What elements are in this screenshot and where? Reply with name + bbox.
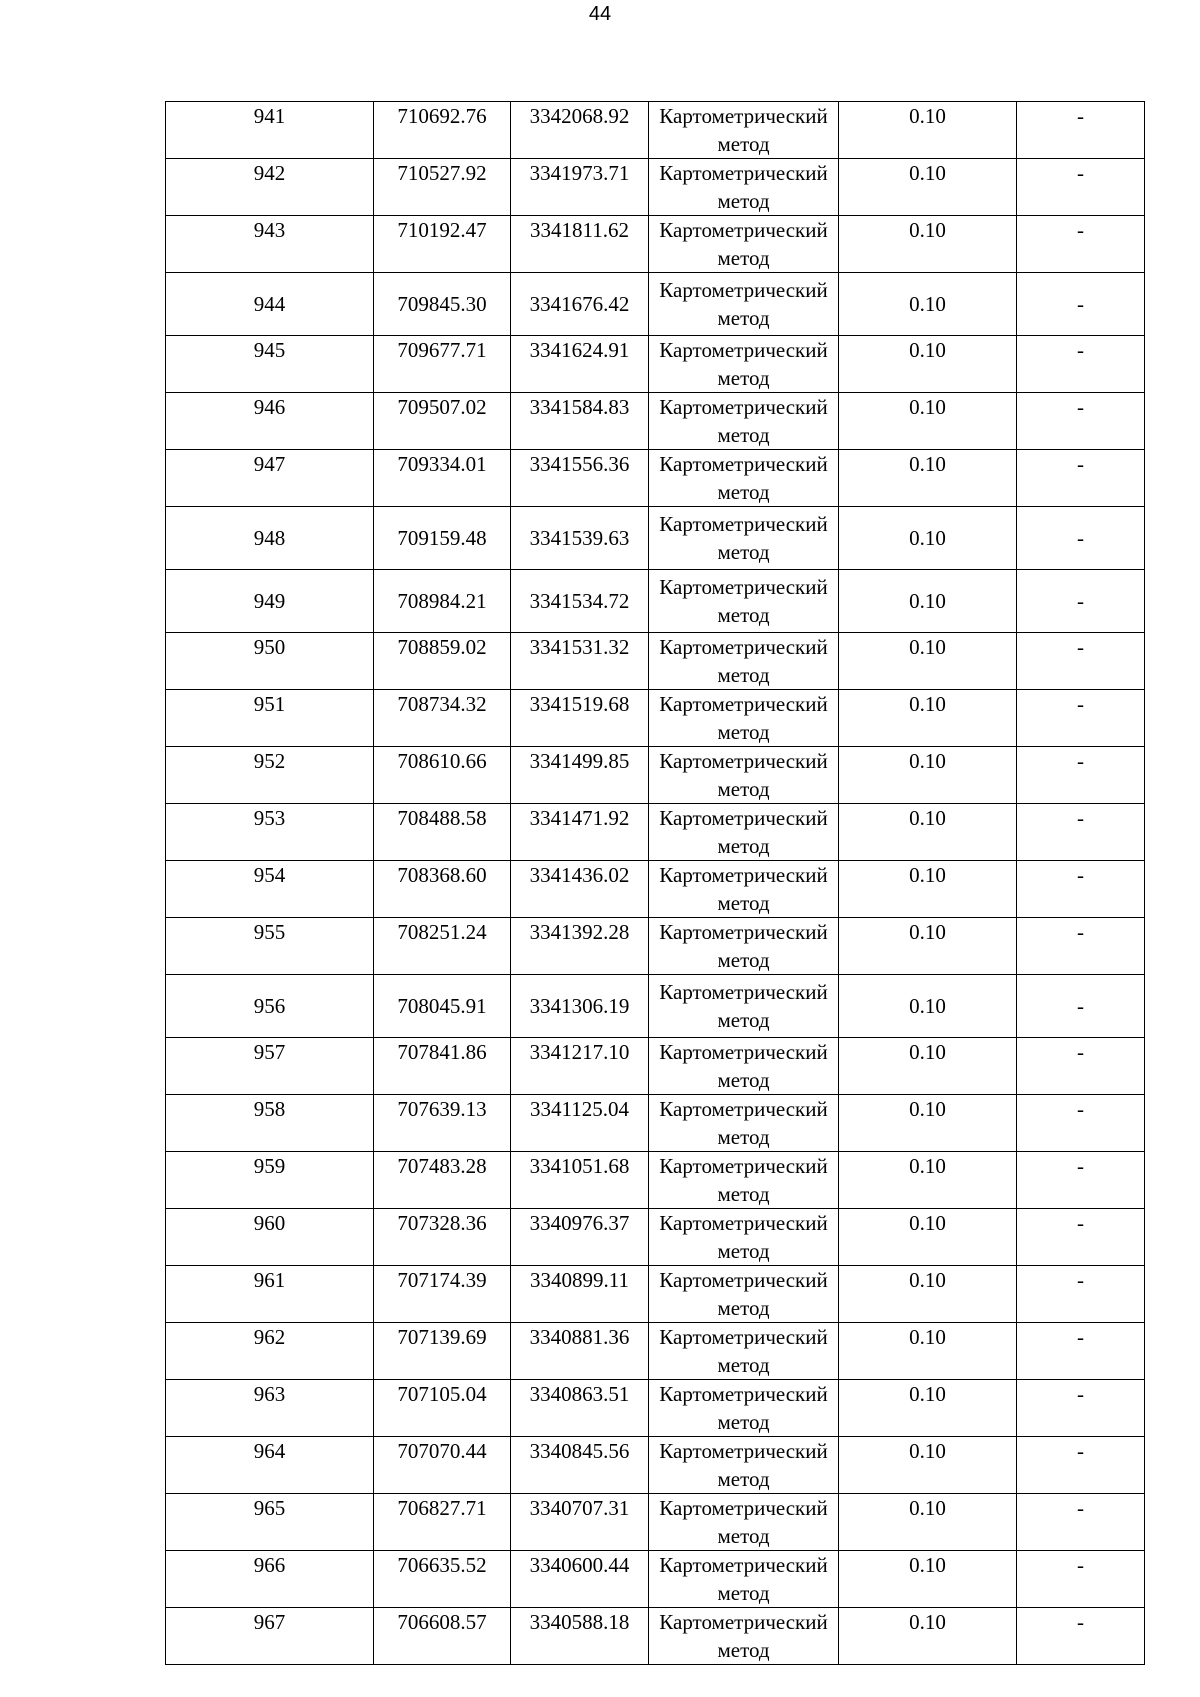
y-coordinate-cell: 3340845.56 bbox=[511, 1437, 649, 1494]
method-line2: метод bbox=[717, 1068, 770, 1092]
accuracy-cell: 0.10 bbox=[839, 507, 1017, 570]
point-number-cell: 965 bbox=[166, 1494, 374, 1551]
accuracy-cell: 0.10 bbox=[839, 159, 1017, 216]
table-row bbox=[166, 450, 1145, 507]
accuracy-cell: 0.10 bbox=[839, 570, 1017, 633]
y-coordinate-cell: 3341811.62 bbox=[511, 216, 649, 273]
method-cell bbox=[649, 1437, 839, 1494]
point-number-cell: 948 bbox=[166, 507, 374, 570]
table-row bbox=[166, 975, 1145, 1038]
accuracy-cell: 0.10 bbox=[839, 1551, 1017, 1608]
table-row bbox=[166, 102, 1145, 159]
y-coordinate-cell: 3341556.36 bbox=[511, 450, 649, 507]
point-number-cell: 960 bbox=[166, 1209, 374, 1266]
method-cell bbox=[649, 1323, 839, 1380]
x-coordinate-cell: 707328.36 bbox=[374, 1209, 511, 1266]
y-coordinate-cell: 3341519.68 bbox=[511, 690, 649, 747]
y-coordinate-cell: 3340899.11 bbox=[511, 1266, 649, 1323]
method-line2: метод bbox=[717, 603, 770, 627]
point-number-cell: 953 bbox=[166, 804, 374, 861]
table-row bbox=[166, 393, 1145, 450]
point-number-cell: 962 bbox=[166, 1323, 374, 1380]
method-line1: Картометрический bbox=[659, 920, 828, 944]
note-cell: - bbox=[1017, 633, 1145, 690]
method-cell bbox=[649, 450, 839, 507]
note-cell: - bbox=[1017, 1323, 1145, 1380]
point-number-cell: 946 bbox=[166, 393, 374, 450]
point-number-cell: 949 bbox=[166, 570, 374, 633]
table-row bbox=[166, 1152, 1145, 1209]
table-row bbox=[166, 1380, 1145, 1437]
table-row bbox=[166, 1494, 1145, 1551]
method-cell bbox=[649, 861, 839, 918]
table-row bbox=[166, 570, 1145, 633]
table-row bbox=[166, 216, 1145, 273]
method-line1: Картометрический bbox=[659, 1211, 828, 1235]
method-line2: метод bbox=[717, 132, 770, 156]
point-number-cell: 955 bbox=[166, 918, 374, 975]
table-row bbox=[166, 507, 1145, 570]
method-line2: метод bbox=[717, 1125, 770, 1149]
accuracy-cell: 0.10 bbox=[839, 1209, 1017, 1266]
accuracy-cell: 0.10 bbox=[839, 1152, 1017, 1209]
x-coordinate-cell: 709159.48 bbox=[374, 507, 511, 570]
coordinates-table bbox=[165, 101, 1145, 1665]
method-line1: Картометрический bbox=[659, 749, 828, 773]
method-line2: метод bbox=[717, 1524, 770, 1548]
method-line1: Картометрический bbox=[659, 1553, 828, 1577]
method-cell bbox=[649, 393, 839, 450]
point-number-cell: 963 bbox=[166, 1380, 374, 1437]
note-cell: - bbox=[1017, 1152, 1145, 1209]
method-line2: метод bbox=[717, 1353, 770, 1377]
point-number-cell: 959 bbox=[166, 1152, 374, 1209]
x-coordinate-cell: 708045.91 bbox=[374, 975, 511, 1038]
method-line1: Картометрический bbox=[659, 161, 828, 185]
note-cell: - bbox=[1017, 273, 1145, 336]
note-cell: - bbox=[1017, 1095, 1145, 1152]
y-coordinate-cell: 3340976.37 bbox=[511, 1209, 649, 1266]
table-row bbox=[166, 273, 1145, 336]
method-line1: Картометрический bbox=[659, 806, 828, 830]
y-coordinate-cell: 3341436.02 bbox=[511, 861, 649, 918]
method-cell bbox=[649, 747, 839, 804]
method-cell bbox=[649, 633, 839, 690]
x-coordinate-cell: 708859.02 bbox=[374, 633, 511, 690]
x-coordinate-cell: 709507.02 bbox=[374, 393, 511, 450]
accuracy-cell: 0.10 bbox=[839, 747, 1017, 804]
x-coordinate-cell: 708984.21 bbox=[374, 570, 511, 633]
note-cell: - bbox=[1017, 159, 1145, 216]
table-row bbox=[166, 633, 1145, 690]
point-number-cell: 945 bbox=[166, 336, 374, 393]
method-line2: метод bbox=[717, 246, 770, 270]
note-cell: - bbox=[1017, 1494, 1145, 1551]
method-cell bbox=[649, 1494, 839, 1551]
x-coordinate-cell: 708734.32 bbox=[374, 690, 511, 747]
y-coordinate-cell: 3341624.91 bbox=[511, 336, 649, 393]
y-coordinate-cell: 3341217.10 bbox=[511, 1038, 649, 1095]
x-coordinate-cell: 706827.71 bbox=[374, 1494, 511, 1551]
point-number-cell: 942 bbox=[166, 159, 374, 216]
table-row bbox=[166, 690, 1145, 747]
accuracy-cell: 0.10 bbox=[839, 450, 1017, 507]
x-coordinate-cell: 708488.58 bbox=[374, 804, 511, 861]
point-number-cell: 952 bbox=[166, 747, 374, 804]
method-line2: метод bbox=[717, 189, 770, 213]
accuracy-cell: 0.10 bbox=[839, 1380, 1017, 1437]
table-row bbox=[166, 1323, 1145, 1380]
method-line2: метод bbox=[717, 1296, 770, 1320]
method-line1: Картометрический bbox=[659, 1496, 828, 1520]
accuracy-cell: 0.10 bbox=[839, 1608, 1017, 1665]
point-number-cell: 954 bbox=[166, 861, 374, 918]
method-line2: метод bbox=[717, 1239, 770, 1263]
note-cell: - bbox=[1017, 336, 1145, 393]
accuracy-cell: 0.10 bbox=[839, 336, 1017, 393]
table-row bbox=[166, 1551, 1145, 1608]
method-cell bbox=[649, 1152, 839, 1209]
method-cell bbox=[649, 1266, 839, 1323]
x-coordinate-cell: 707105.04 bbox=[374, 1380, 511, 1437]
accuracy-cell: 0.10 bbox=[839, 393, 1017, 450]
x-coordinate-cell: 706635.52 bbox=[374, 1551, 511, 1608]
method-cell bbox=[649, 1209, 839, 1266]
y-coordinate-cell: 3341534.72 bbox=[511, 570, 649, 633]
method-line2: метод bbox=[717, 306, 770, 330]
x-coordinate-cell: 710192.47 bbox=[374, 216, 511, 273]
method-cell bbox=[649, 507, 839, 570]
y-coordinate-cell: 3340881.36 bbox=[511, 1323, 649, 1380]
y-coordinate-cell: 3341051.68 bbox=[511, 1152, 649, 1209]
y-coordinate-cell: 3341125.04 bbox=[511, 1095, 649, 1152]
point-number-cell: 943 bbox=[166, 216, 374, 273]
table-row bbox=[166, 1266, 1145, 1323]
note-cell: - bbox=[1017, 747, 1145, 804]
point-number-cell: 941 bbox=[166, 102, 374, 159]
x-coordinate-cell: 708610.66 bbox=[374, 747, 511, 804]
note-cell: - bbox=[1017, 1209, 1145, 1266]
page-number: 44 bbox=[588, 3, 612, 25]
x-coordinate-cell: 708368.60 bbox=[374, 861, 511, 918]
method-line2: метод bbox=[717, 1581, 770, 1605]
method-line2: метод bbox=[717, 1410, 770, 1434]
table-row bbox=[166, 336, 1145, 393]
method-line2: метод bbox=[717, 720, 770, 744]
note-cell: - bbox=[1017, 1608, 1145, 1665]
point-number-cell: 967 bbox=[166, 1608, 374, 1665]
method-line1: Картометрический bbox=[659, 1040, 828, 1064]
method-line2: метод bbox=[717, 891, 770, 915]
y-coordinate-cell: 3342068.92 bbox=[511, 102, 649, 159]
method-line2: метод bbox=[717, 1467, 770, 1491]
note-cell: - bbox=[1017, 1437, 1145, 1494]
method-cell bbox=[649, 690, 839, 747]
method-cell bbox=[649, 1608, 839, 1665]
x-coordinate-cell: 707639.13 bbox=[374, 1095, 511, 1152]
note-cell: - bbox=[1017, 1266, 1145, 1323]
accuracy-cell: 0.10 bbox=[839, 1095, 1017, 1152]
x-coordinate-cell: 710527.92 bbox=[374, 159, 511, 216]
x-coordinate-cell: 707174.39 bbox=[374, 1266, 511, 1323]
method-line2: метод bbox=[717, 948, 770, 972]
accuracy-cell: 0.10 bbox=[839, 1323, 1017, 1380]
method-line2: метод bbox=[717, 663, 770, 687]
x-coordinate-cell: 710692.76 bbox=[374, 102, 511, 159]
y-coordinate-cell: 3340588.18 bbox=[511, 1608, 649, 1665]
note-cell: - bbox=[1017, 570, 1145, 633]
point-number-cell: 951 bbox=[166, 690, 374, 747]
method-line2: метод bbox=[717, 1638, 770, 1662]
method-cell bbox=[649, 1095, 839, 1152]
method-line1: Картометрический bbox=[659, 278, 828, 302]
accuracy-cell: 0.10 bbox=[839, 1038, 1017, 1095]
y-coordinate-cell: 3341306.19 bbox=[511, 975, 649, 1038]
x-coordinate-cell: 706608.57 bbox=[374, 1608, 511, 1665]
accuracy-cell: 0.10 bbox=[839, 1494, 1017, 1551]
x-coordinate-cell: 708251.24 bbox=[374, 918, 511, 975]
method-line1: Картометрический bbox=[659, 395, 828, 419]
accuracy-cell: 0.10 bbox=[839, 804, 1017, 861]
method-cell bbox=[649, 102, 839, 159]
table-row bbox=[166, 1437, 1145, 1494]
x-coordinate-cell: 709845.30 bbox=[374, 273, 511, 336]
point-number-cell: 947 bbox=[166, 450, 374, 507]
x-coordinate-cell: 707483.28 bbox=[374, 1152, 511, 1209]
method-line1: Картометрический bbox=[659, 104, 828, 128]
method-line1: Картометрический bbox=[659, 452, 828, 476]
method-line1: Картометрический bbox=[659, 863, 828, 887]
table-row bbox=[166, 1209, 1145, 1266]
point-number-cell: 950 bbox=[166, 633, 374, 690]
method-line1: Картометрический bbox=[659, 1382, 828, 1406]
table-row bbox=[166, 159, 1145, 216]
method-cell bbox=[649, 273, 839, 336]
accuracy-cell: 0.10 bbox=[839, 633, 1017, 690]
accuracy-cell: 0.10 bbox=[839, 975, 1017, 1038]
table-row bbox=[166, 918, 1145, 975]
table-row bbox=[166, 1095, 1145, 1152]
note-cell: - bbox=[1017, 804, 1145, 861]
method-cell bbox=[649, 570, 839, 633]
method-line1: Картометрический bbox=[659, 1610, 828, 1634]
method-line2: метод bbox=[717, 540, 770, 564]
y-coordinate-cell: 3341392.28 bbox=[511, 918, 649, 975]
method-line1: Картометрический bbox=[659, 692, 828, 716]
method-cell bbox=[649, 336, 839, 393]
method-line1: Картометрический bbox=[659, 1439, 828, 1463]
point-number-cell: 966 bbox=[166, 1551, 374, 1608]
y-coordinate-cell: 3341584.83 bbox=[511, 393, 649, 450]
x-coordinate-cell: 709677.71 bbox=[374, 336, 511, 393]
note-cell: - bbox=[1017, 1551, 1145, 1608]
accuracy-cell: 0.10 bbox=[839, 1437, 1017, 1494]
point-number-cell: 958 bbox=[166, 1095, 374, 1152]
accuracy-cell: 0.10 bbox=[839, 273, 1017, 336]
method-line2: метод bbox=[717, 834, 770, 858]
x-coordinate-cell: 707070.44 bbox=[374, 1437, 511, 1494]
method-line1: Картометрический bbox=[659, 1325, 828, 1349]
note-cell: - bbox=[1017, 450, 1145, 507]
note-cell: - bbox=[1017, 216, 1145, 273]
method-line2: метод bbox=[717, 480, 770, 504]
method-line2: метод bbox=[717, 777, 770, 801]
point-number-cell: 956 bbox=[166, 975, 374, 1038]
accuracy-cell: 0.10 bbox=[839, 690, 1017, 747]
y-coordinate-cell: 3340707.31 bbox=[511, 1494, 649, 1551]
note-cell: - bbox=[1017, 507, 1145, 570]
method-line1: Картометрический bbox=[659, 575, 828, 599]
note-cell: - bbox=[1017, 975, 1145, 1038]
method-line1: Картометрический bbox=[659, 1268, 828, 1292]
method-line1: Картометрический bbox=[659, 635, 828, 659]
method-line2: метод bbox=[717, 1182, 770, 1206]
point-number-cell: 957 bbox=[166, 1038, 374, 1095]
method-line1: Картометрический bbox=[659, 512, 828, 536]
y-coordinate-cell: 3340863.51 bbox=[511, 1380, 649, 1437]
x-coordinate-cell: 707139.69 bbox=[374, 1323, 511, 1380]
note-cell: - bbox=[1017, 690, 1145, 747]
note-cell: - bbox=[1017, 918, 1145, 975]
point-number-cell: 964 bbox=[166, 1437, 374, 1494]
point-number-cell: 944 bbox=[166, 273, 374, 336]
note-cell: - bbox=[1017, 1038, 1145, 1095]
method-cell bbox=[649, 918, 839, 975]
method-cell bbox=[649, 975, 839, 1038]
note-cell: - bbox=[1017, 102, 1145, 159]
y-coordinate-cell: 3340600.44 bbox=[511, 1551, 649, 1608]
coordinates-table-body bbox=[166, 102, 1145, 1665]
note-cell: - bbox=[1017, 1380, 1145, 1437]
accuracy-cell: 0.10 bbox=[839, 102, 1017, 159]
y-coordinate-cell: 3341539.63 bbox=[511, 507, 649, 570]
method-cell bbox=[649, 1038, 839, 1095]
y-coordinate-cell: 3341676.42 bbox=[511, 273, 649, 336]
x-coordinate-cell: 707841.86 bbox=[374, 1038, 511, 1095]
method-cell bbox=[649, 1380, 839, 1437]
y-coordinate-cell: 3341499.85 bbox=[511, 747, 649, 804]
note-cell: - bbox=[1017, 861, 1145, 918]
method-line1: Картометрический bbox=[659, 1097, 828, 1121]
table-row bbox=[166, 861, 1145, 918]
accuracy-cell: 0.10 bbox=[839, 861, 1017, 918]
method-cell bbox=[649, 216, 839, 273]
method-cell bbox=[649, 159, 839, 216]
y-coordinate-cell: 3341531.32 bbox=[511, 633, 649, 690]
accuracy-cell: 0.10 bbox=[839, 1266, 1017, 1323]
accuracy-cell: 0.10 bbox=[839, 216, 1017, 273]
table-row bbox=[166, 1038, 1145, 1095]
accuracy-cell: 0.10 bbox=[839, 918, 1017, 975]
table-row bbox=[166, 1608, 1145, 1665]
x-coordinate-cell: 709334.01 bbox=[374, 450, 511, 507]
table-row bbox=[166, 747, 1145, 804]
method-line2: метод bbox=[717, 423, 770, 447]
note-cell: - bbox=[1017, 393, 1145, 450]
y-coordinate-cell: 3341973.71 bbox=[511, 159, 649, 216]
method-cell bbox=[649, 1551, 839, 1608]
method-line2: метод bbox=[717, 1008, 770, 1032]
y-coordinate-cell: 3341471.92 bbox=[511, 804, 649, 861]
method-line2: метод bbox=[717, 366, 770, 390]
method-line1: Картометрический bbox=[659, 980, 828, 1004]
method-line1: Картометрический bbox=[659, 1154, 828, 1178]
method-line1: Картометрический bbox=[659, 338, 828, 362]
point-number-cell: 961 bbox=[166, 1266, 374, 1323]
method-line1: Картометрический bbox=[659, 218, 828, 242]
table-row bbox=[166, 804, 1145, 861]
method-cell bbox=[649, 804, 839, 861]
